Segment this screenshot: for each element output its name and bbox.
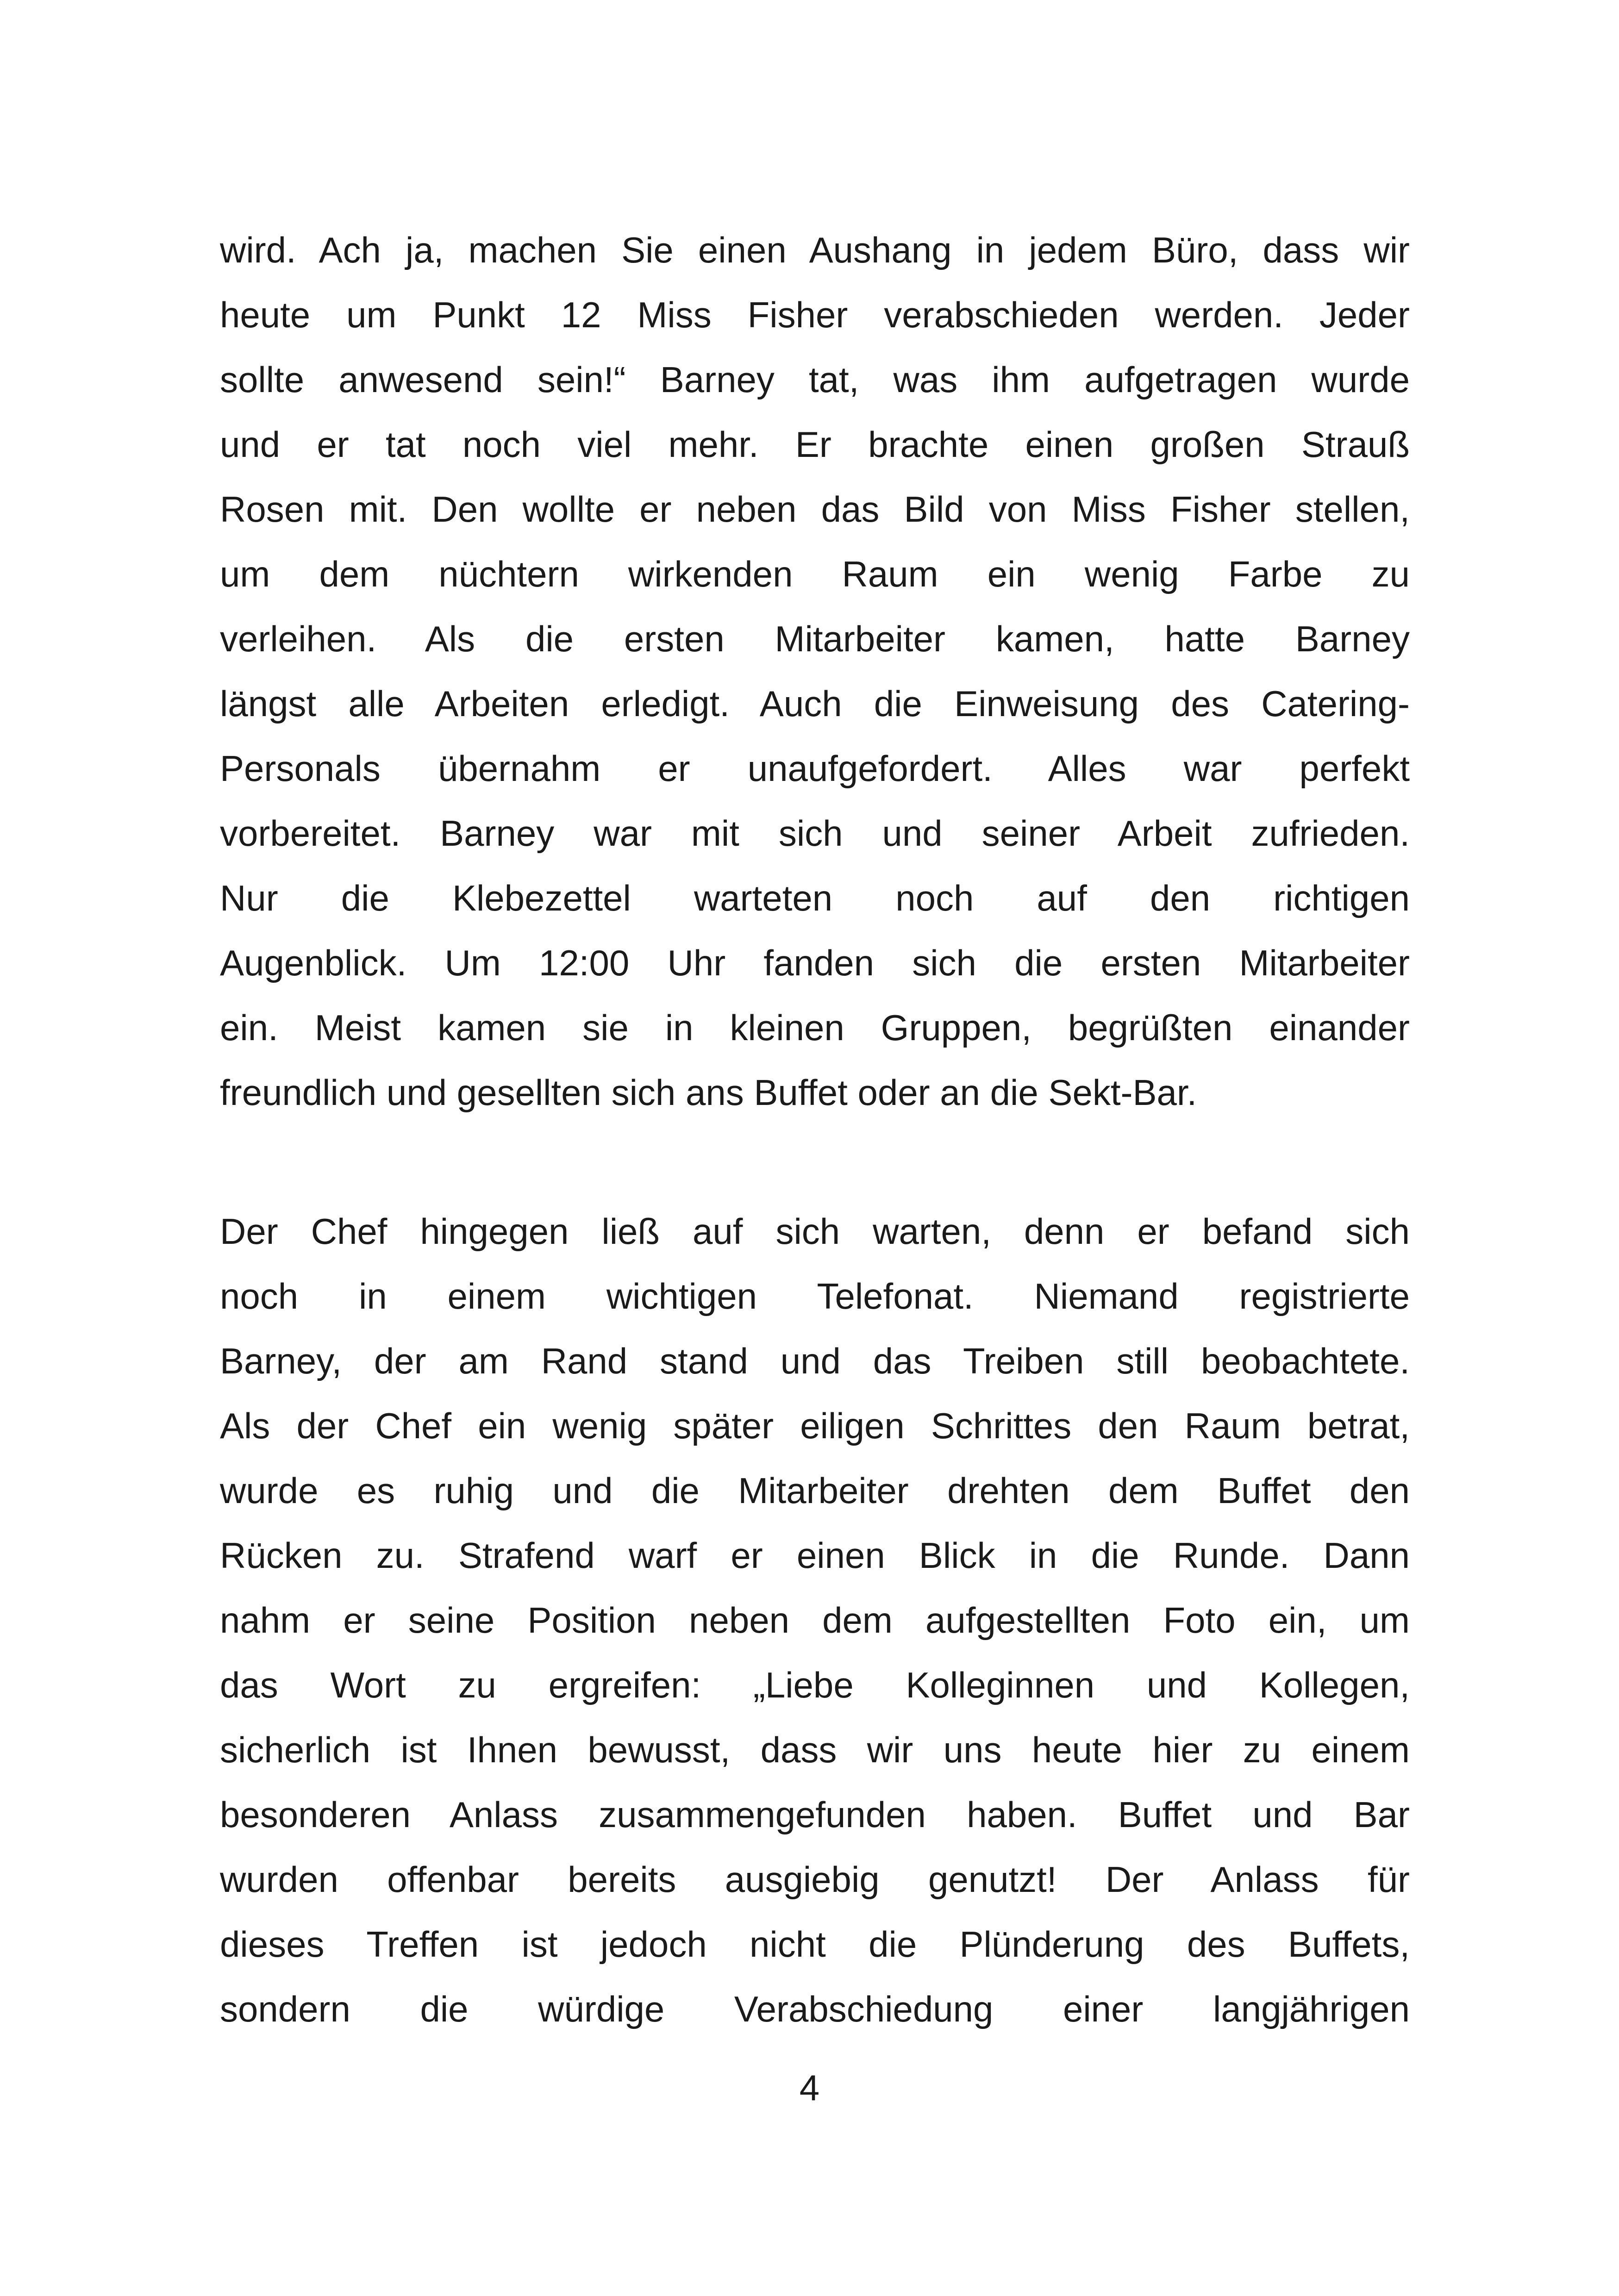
text-line: das Wort zu ergreifen: „Liebe Kolleginnen und Kollegen, <box>220 1665 1410 1705</box>
text-line: freundlich und gesellten sich ans Buffet oder an die Sekt-Bar. <box>220 1072 1197 1113</box>
text-line: wurden offenbar bereits ausgiebig genutzt! Der Anlass für <box>220 1859 1410 1900</box>
text-line: Barney, der am Rand stand und das Treiben still beobachtete. <box>220 1341 1410 1381</box>
text-line: sicherlich ist Ihnen bewusst, dass wir uns heute hier zu einem <box>220 1729 1410 1770</box>
text-line: verleihen. Als die ersten Mitarbeiter kamen, hatte Barney <box>220 618 1410 659</box>
text-line: besonderen Anlass zusammengefunden haben. Buffet und Bar <box>220 1794 1410 1835</box>
text-line: noch in einem wichtigen Telefonat. Niemand registrierte <box>220 1276 1410 1316</box>
text-line: Augenblick. Um 12:00 Uhr fanden sich die ersten Mitarbeiter <box>220 942 1410 983</box>
text-line: vorbereitet. Barney war mit sich und seiner Arbeit zufrieden. <box>220 813 1410 854</box>
text-line: Rosen mit. Den wollte er neben das Bild von Miss Fisher stellen, <box>220 489 1410 530</box>
text-line: Der Chef hingegen ließ auf sich warten, denn er befand sich <box>220 1211 1410 1252</box>
paragraph-2 <box>220 1199 1410 2041</box>
text-line: sollte anwesend sein!“ Barney tat, was ihm aufgetragen wurde <box>220 359 1410 400</box>
text-line: um dem nüchtern wirkenden Raum ein wenig Farbe zu <box>220 554 1410 594</box>
text-line: sondern die würdige Verabschiedung einer langjährigen <box>220 1989 1410 2029</box>
text-line: längst alle Arbeiten erledigt. Auch die Einweisung des Catering- <box>220 683 1410 724</box>
text-line: Nur die Klebezettel warteten noch auf den richtigen <box>220 878 1410 918</box>
paragraph-1 <box>220 218 1410 1125</box>
text-line: dieses Treffen ist jedoch nicht die Plünderung des Buffets, <box>220 1924 1410 1965</box>
text-line: wird. Ach ja, machen Sie einen Aushang in jedem Büro, dass wir <box>220 230 1410 270</box>
text-line: nahm er seine Position neben dem aufgestellten Foto ein, um <box>220 1600 1410 1641</box>
text-line: und er tat noch viel mehr. Er brachte einen großen Strauß <box>220 424 1410 465</box>
page-number: 4 <box>799 2067 820 2108</box>
text-line: ein. Meist kamen sie in kleinen Gruppen, begrüßten einander <box>220 1007 1410 1048</box>
text-line: Personals übernahm er unaufgefordert. Alles war perfekt <box>220 748 1410 789</box>
text-line: heute um Punkt 12 Miss Fisher verabschieden werden. Jeder <box>220 294 1410 335</box>
text-line: wurde es ruhig und die Mitarbeiter drehten dem Buffet den <box>220 1470 1410 1511</box>
text-line: Rücken zu. Strafend warf er einen Blick in die Runde. Dann <box>220 1535 1410 1576</box>
text-line: Als der Chef ein wenig später eiligen Schrittes den Raum betrat, <box>220 1405 1410 1446</box>
